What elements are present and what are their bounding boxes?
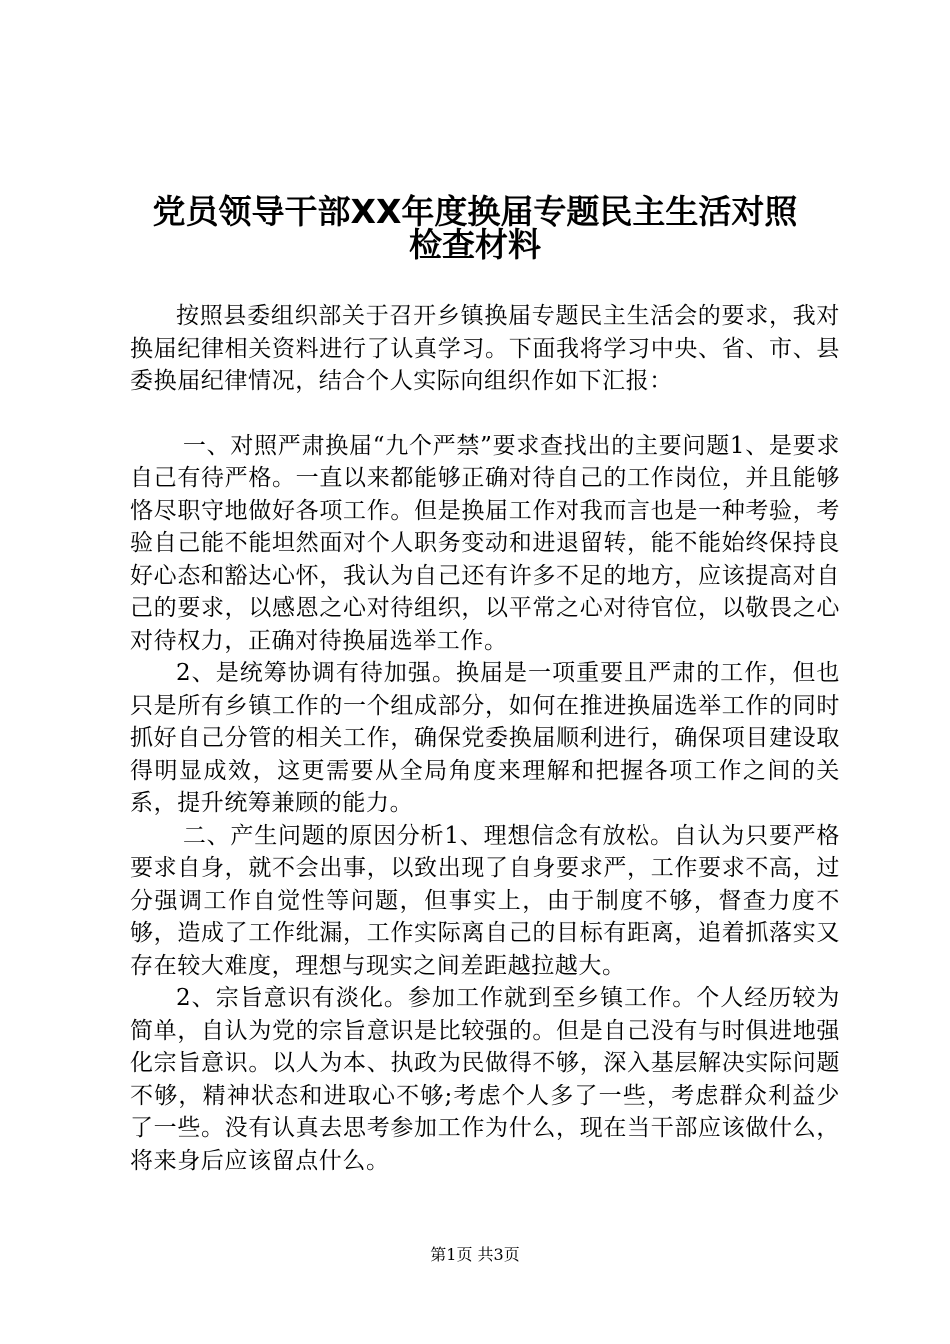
section-one-item-two-paragraph: 2、是统筹协调有待加强。换届是一项重要且严肃的工作，但也只是所有乡镇工作的一个组成部分，如何在推进换届选举工作的同时抓好自己分管的相关工作，确保党委换届顺利进行，确保项目建设取得明显成效，这更需要从全局角度来理解和把握各项工作之间的关系，提升统筹兼顾的能力。 [130, 660, 840, 816]
document-title-line-2: 检查材料 [409, 225, 541, 264]
section-two-item-two-paragraph: 2、宗旨意识有淡化。参加工作就到至乡镇工作。个人经历较为简单，自认为党的宗旨意识是比较强的。但是自己没有与时俱进地强化宗旨意识。以人为本、执政为民做得不够，深入基层解决实际问题不够，精神状态和进取心不够;考虑个人多了一些，考虑群众利益少了一些。没有认真去思考参加工作为什么，现在当干部应该做什么，将来身后应该留点什么。 [130, 985, 840, 1174]
section-one-paragraph: 一、对照严肃换届“九个严禁”要求查找出的主要问题1、是要求自己有待严格。一直以来都能够正确对待自己的工作岗位，并且能够恪尽职守地做好各项工作。但是换届工作对我而言也是一种考验，考验自己能不能坦然面对个人职务变动和进退留转，能不能始终保持良好心态和豁达心怀，我认为自己还有许多不足的地方，应该提高对自己的要求，以感恩之心对待组织，以平常之心对待官位，以敬畏之心对待权力，正确对待换届选举工作。 [130, 432, 840, 654]
document-title-line-1: 党员领导干部XX年度换届专题民主生活对照 [152, 192, 798, 231]
section-two-paragraph: 二、产生问题的原因分析1、理想信念有放松。自认为只要严格要求自身，就不会出事，以致出现了自身要求严，工作要求不高，过分强调工作自觉性等问题，但事实上，由于制度不够，督查力度不够，造成了工作纰漏，工作实际离自己的目标有距离，追着抓落实又存在较大难度，理想与现实之间差距越拉越大。 [130, 822, 840, 979]
document-body [130, 300, 840, 1177]
page-footer: 第1页 共3页 [430, 1245, 520, 1264]
intro-paragraph: 按照县委组织部关于召开乡镇换届专题民主生活会的要求，我对换届纪律相关资料进行了认真学习。下面我将学习中央、省、市、县委换届纪律情况，结合个人实际向组织作如下汇报： [130, 303, 840, 394]
